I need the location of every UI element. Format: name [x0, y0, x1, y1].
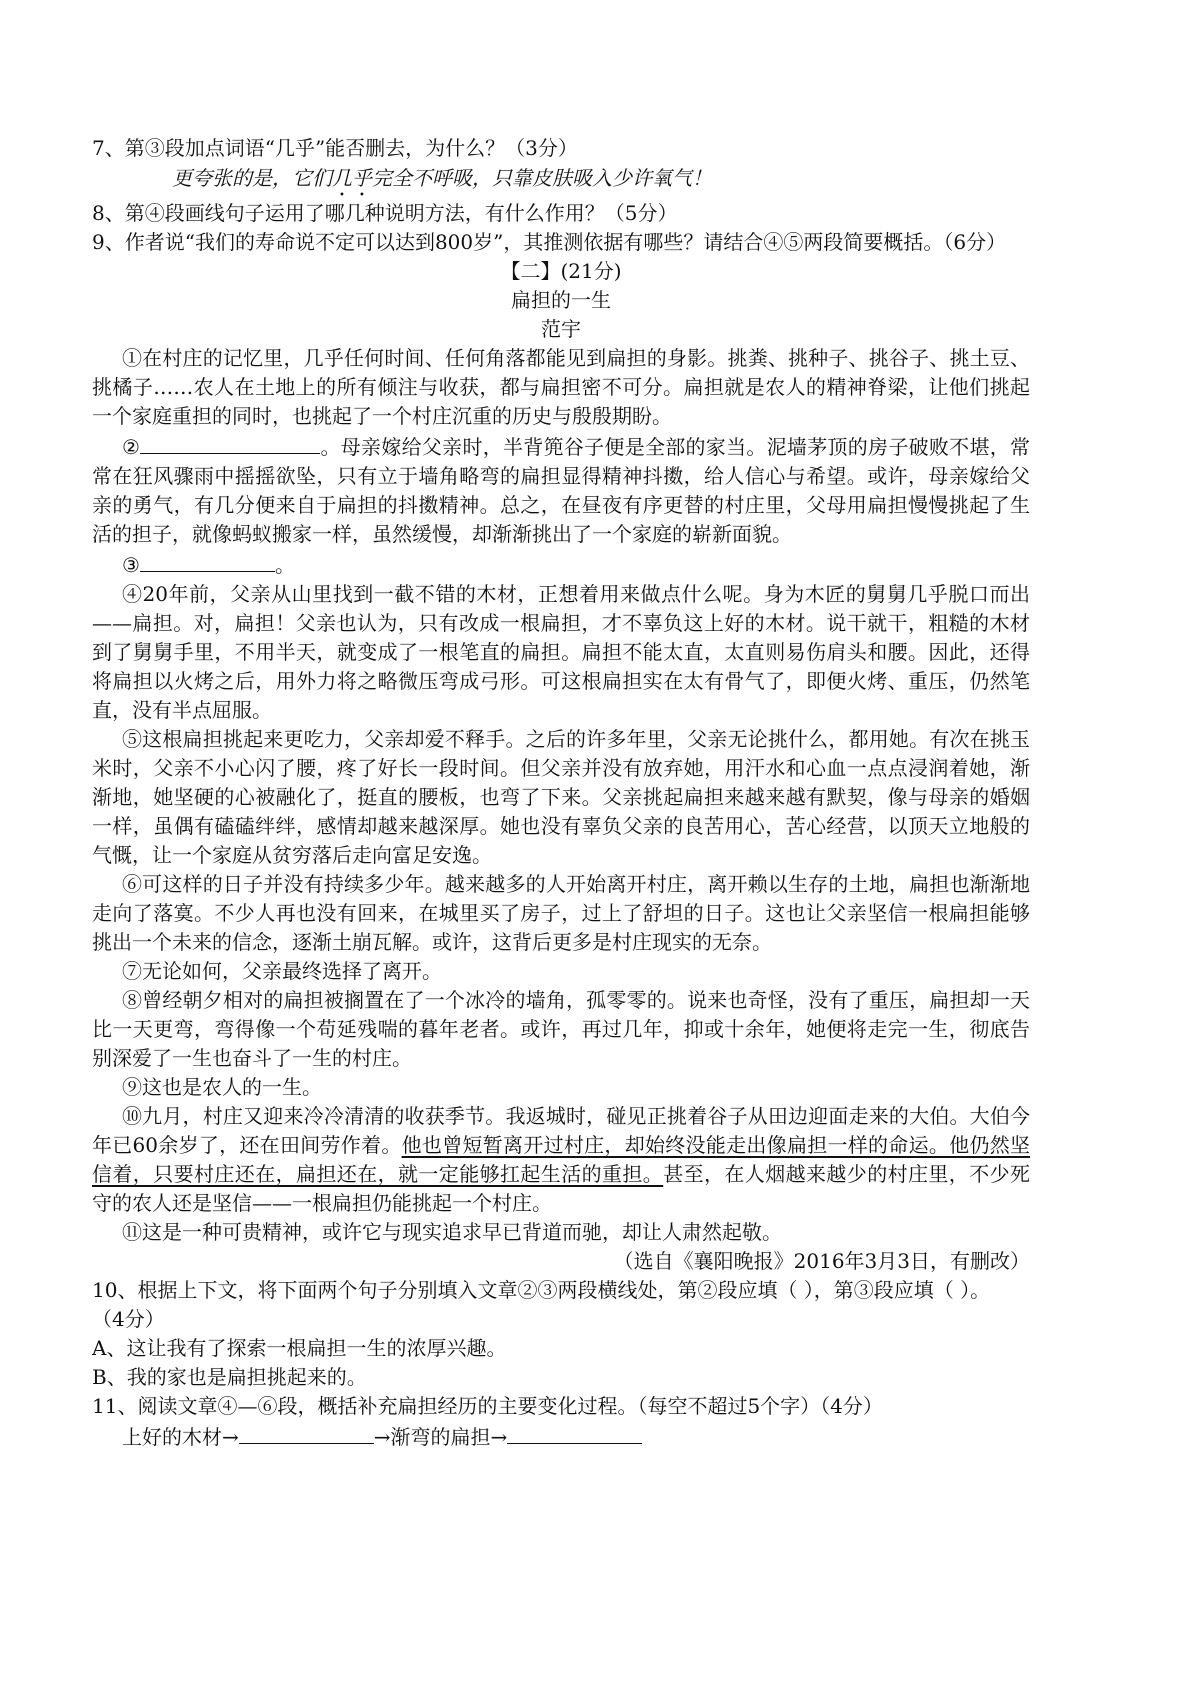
paragraph-4: ④20年前，父亲从山里找到一截不错的木材，正想着用来做点什么呢。身为木匠的舅舅几乎脱口而出——扁担。对，扁担！父亲也认为，只有改成一根扁担，才不辜负这上好的木材。说干就干，粗糙的木材到了舅舅手里，不用半天，就变成了一根笔直的扁担。扁担不能太直，太直则易伤肩头和腰。因此，还得将扁担以火烤之后，用外力将之略微压弯成弓形。可这根扁担实在太有骨气了，即便火烤、重压，仍然笔直，没有半点屈服。 [92, 582, 1030, 722]
paragraph-8: ⑧曾经朝夕相对的扁担被搁置在了一个冰冷的墙角，孤零零的。说来也奇怪，没有了重压，扁担却一天比一天更弯，弯得像一个苟延残喘的暮年老者。或许，再过几年，抑或十余年，她便将走完一生，彻底告别深爱了一生也奋斗了一生的村庄。 [92, 988, 1030, 1070]
article-title: 扁担的一生 [511, 288, 611, 312]
paragraph-7: ⑦无论如何，父亲最终选择了离开。 [122, 959, 442, 983]
question-7: 7、第③段加点词语“几乎”能否删去，为什么？（3分） [92, 136, 578, 160]
question-11: 11、阅读文章④—⑥段，概括补充扁担经历的主要变化过程。（每空不超过5个字）（4分） [92, 1394, 883, 1418]
answer-blank-2[interactable] [507, 1421, 642, 1444]
fill-blank-2[interactable] [140, 431, 320, 454]
chain-start: 上好的木材→ [122, 1425, 239, 1449]
underlined-sentence: 他也曾短暂离开过村庄，却始终没能走出像扁担一样的命运。他仍然坚信着，只要村庄还在，扁担还在，就一定能够扛起生活的重担。 [92, 1133, 1031, 1186]
question-10: 10、根据上下文，将下面两个句子分别填入文章②③两段横线处，第②段应填（ ），第③段应填（ ）。 [92, 1278, 991, 1302]
paragraph-text: 。 [274, 553, 295, 577]
question-10-score: （4分） [92, 1307, 165, 1331]
exam-page [92, 134, 1030, 1452]
paragraph-1: ①在村庄的记忆里，几乎任何时间、任何角落都能见到扁担的身影。挑粪、挑种子、挑谷子、挑土豆、挑橘子……农人在土地上的所有倾注与收获，都与扁担密不可分。扁担就是农人的精神脊梁，让他们挑起一个家庭重担的同时，也挑起了一个村庄沉重的历史与殷殷期盼。 [92, 346, 1030, 428]
quote-text: 更夸张的是，它们 [172, 166, 332, 190]
article-author: 范宇 [541, 317, 581, 341]
paragraph-number: ③ [122, 553, 140, 577]
paragraph-number: ② [122, 435, 141, 459]
question-11-chain [92, 1421, 1030, 1452]
question-7-quote [92, 163, 1030, 199]
option-a: A、这让我有了探索一根扁担一生的浓厚兴趣。 [92, 1336, 507, 1360]
paragraph-3 [92, 549, 1030, 580]
paragraph-10 [92, 1102, 1030, 1218]
chain-mid: →渐弯的扁担→ [373, 1425, 508, 1449]
question-9: 9、作者说“我们的寿命说不定可以达到800岁”，其推测依据有哪些？请结合④⑤两段简要概括。（6分） [92, 230, 1007, 254]
paragraph-11: ⑪这是一种可贵精神，或许它与现实追求早已背道而驰，却让人肃然起敬。 [122, 1220, 782, 1244]
paragraph-2 [92, 431, 1030, 549]
paragraph-text: 。母亲嫁给父亲时，半背篼谷子便是全部的家当。泥墙茅顶的房子破败不堪，常常在狂风骤雨中摇摇欲坠，只有立于墙角略弯的扁担显得精神抖擞，给人信心与希望。或许，母亲嫁给父亲的勇气，有几分便来自于扁担的抖擞精神。总之，在昼夜有序更替的村庄里，父母用扁担慢慢挑起了生活的担子，就像蚂蚁搬家一样，虽然缓慢，却渐渐挑出了一个家庭的崭新面貌。 [92, 435, 1031, 546]
paragraph-5: ⑤这根扁担挑起来更吃力，父亲却爱不释手。之后的许多年里，父亲无论挑什么，都用她。有次在挑玉米时，父亲不小心闪了腰，疼了好长一段时间。但父亲并没有放弃她，用汗水和心血一点点浸润着她，渐渐地，她坚硬的心被融化了，挺直的腰板，也弯了下来。父亲挑起扁担来越来越有默契，像与母亲的婚姻一样，虽偶有磕磕绊绊，感情却越来越深厚。她也没有辜负父亲的良苦用心，苦心经营，以顶天立地般的气慨，让一个家庭从贫穷落后走向富足安逸。 [92, 727, 1030, 867]
paragraph-text: 甚至，在人烟越来越少的村庄里，不少死守的农人还是坚信——一根扁担仍能挑起一个村庄。 [92, 1162, 1031, 1215]
answer-blank-1[interactable] [239, 1421, 374, 1444]
paragraph-9: ⑨这也是农人的一生。 [122, 1075, 322, 1099]
section-heading: 【二】(21分) [500, 259, 622, 283]
paragraph-text: ⑩九月，村庄又迎来冷冷清清的收获季节。我返城时，碰见正挑着谷子从田边迎面走来的大伯。大伯今年已60余岁了，还在田间劳作着。 [92, 1104, 1030, 1157]
fill-blank-3[interactable] [140, 549, 275, 572]
quote-text: 完全不呼吸，只靠皮肤吸入少许氧气！ [372, 166, 712, 190]
option-b: B、我的家也是扁担挑起来的。 [92, 1365, 367, 1389]
paragraph-6: ⑥可这样的日子并没有持续多少年。越来越多的人开始离开村庄，离开赖以生存的土地，扁担也渐渐地走向了落寞。不少人再也没有回来，在城里买了房子，过上了舒坦的日子。这也让父亲坚信一根扁担能够挑出一个未来的信念，逐渐土崩瓦解。或许，这背后更多是村庄现实的无奈。 [92, 872, 1030, 954]
question-8: 8、第④段画线句子运用了哪几种说明方法，有什么作用？（5分） [92, 201, 678, 225]
article-source: （选自《襄阳晚报》2016年3月3日，有删改） [613, 1249, 1030, 1273]
dotted-word: 几乎 [332, 166, 372, 190]
